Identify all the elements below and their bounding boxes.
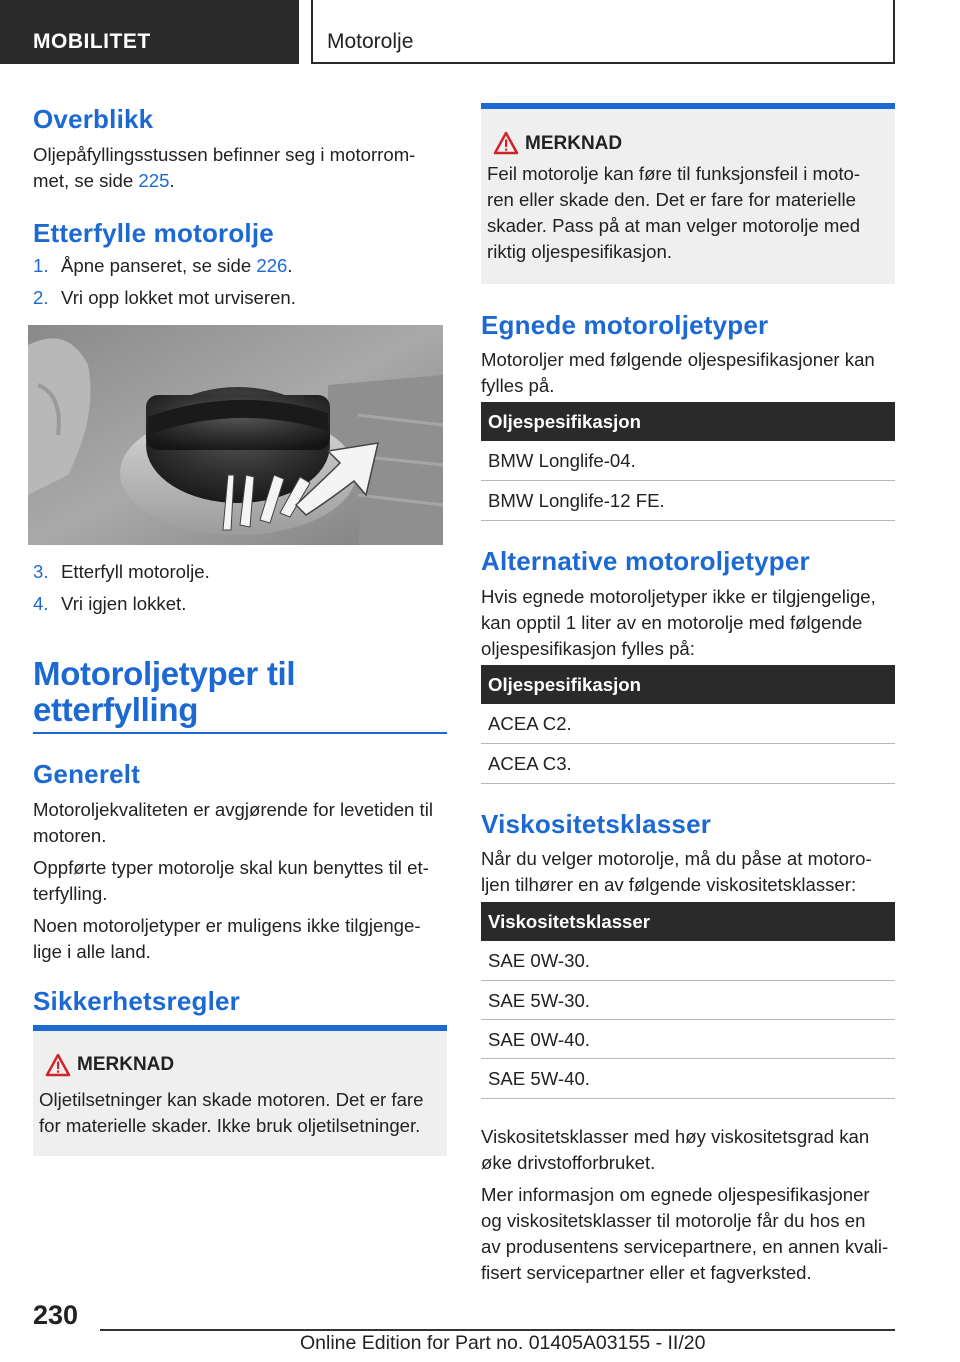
- warning-icon: [45, 1053, 71, 1077]
- chapter-label: Motorolje: [327, 30, 414, 53]
- page-link-225[interactable]: 225: [138, 170, 170, 191]
- step-number: 2.: [33, 287, 49, 308]
- step-number: 3.: [33, 561, 49, 582]
- visko-line-1: Når du velger motorolje, må du påse at motoro-: [481, 848, 872, 869]
- table-row: SAE 5W-30.: [481, 981, 895, 1020]
- table-row: ACEA C2.: [481, 704, 895, 744]
- visko-after-line-5: av produsentens servicepartnere, en annen kvali-: [481, 1236, 889, 1257]
- heading-etterfylle: Etterfylle motorolje: [33, 218, 274, 248]
- egnede-line-1: Motoroljer med følgende oljespesifikasjoner kan: [481, 349, 875, 370]
- egnede-line-2: fylles på.: [481, 375, 555, 396]
- visko-after-line-6: fisert servicepartner eller et fagverksted.: [481, 1262, 812, 1283]
- section-tab: [0, 0, 299, 64]
- heading-alternative: Alternative motoroljetyper: [481, 546, 810, 576]
- notice-title: MERKNAD: [77, 1054, 175, 1075]
- oil-cap-illustration: [28, 325, 443, 545]
- step-punct: .: [287, 255, 293, 276]
- table-row: ACEA C3.: [481, 744, 895, 784]
- table-header-oil-spec: Oljespesifikasjon: [481, 402, 895, 441]
- alternative-line-2: kan opptil 1 liter av en motorolje med følgende: [481, 612, 863, 633]
- table-row: BMW Longlife-12 FE.: [481, 481, 895, 521]
- chapter-rule: [33, 732, 447, 734]
- alternative-line-1: Hvis egnede motoroljetyper ikke er tilgjengelige,: [481, 586, 876, 607]
- generelt-line-5: Noen motoroljetyper er muligens ikke tilgjenge-: [33, 915, 421, 936]
- generelt-line-4: terfylling.: [33, 883, 108, 904]
- visko-line-2: ljen tilhører en av følgende viskositetsklasser:: [481, 874, 857, 895]
- overblikk-line-2: [33, 168, 175, 194]
- table-header-oil-spec: Oljespesifikasjon: [481, 665, 895, 704]
- generelt-line-6: lige i alle land.: [33, 941, 151, 962]
- generelt-line-2: motoren.: [33, 825, 107, 846]
- notice-line-1: Oljetilsetninger kan skade motoren. Det er fare: [39, 1089, 424, 1110]
- notice-line-2: ren eller skade den. Det er fare for materielle: [487, 189, 856, 210]
- visko-after-line-2: øke drivstofforbruket.: [481, 1152, 656, 1173]
- overblikk-line-1: Oljepåfyllingsstussen befinner seg i motorrom-: [33, 144, 416, 165]
- table-row: SAE 0W-30.: [481, 941, 895, 981]
- heading-generelt: Generelt: [33, 759, 141, 789]
- step-number: 4.: [33, 593, 49, 614]
- generelt-line-3: Oppførte typer motorolje skal kun benyttes til et-: [33, 857, 429, 878]
- footer-rule: [100, 1329, 895, 1331]
- visko-after-line-4: og viskositetsklasser til motorolje får du hos en: [481, 1210, 866, 1231]
- step-text: Vri opp lokket mot urviseren.: [61, 287, 296, 308]
- step-3: [33, 559, 210, 585]
- visko-after-line-1: Viskositetsklasser med høy viskositetsgrad kan: [481, 1126, 870, 1147]
- notice-box-additives: [33, 1031, 447, 1156]
- table-header-viscosity: Viskositetsklasser: [481, 902, 895, 941]
- generelt-line-1: Motoroljekvaliteten er avgjørende for levetiden til: [33, 799, 433, 820]
- notice-line-3: skader. Pass på at man velger motorolje med: [487, 215, 861, 236]
- section-label: MOBILITET: [33, 30, 151, 53]
- table-row: SAE 0W-40.: [481, 1020, 895, 1059]
- notice-line-1: Feil motorolje kan føre til funksjonsfeil i moto-: [487, 163, 861, 184]
- notice-line-2: for materielle skader. Ikke bruk oljetilsetninger.: [39, 1115, 421, 1136]
- oil-cap-photo: [28, 325, 443, 545]
- warning-icon: [493, 131, 519, 155]
- heading-motoroljetyper-line-1: Motoroljetyper til: [33, 655, 296, 692]
- table-row: BMW Longlife-04.: [481, 441, 895, 481]
- step-number: 1.: [33, 255, 49, 276]
- table-row: SAE 5W-40.: [481, 1059, 895, 1099]
- notice-line-4: riktig oljespesifikasjon.: [487, 241, 672, 262]
- step-text: Etterfyll motorolje.: [61, 561, 210, 582]
- heading-egnede: Egnede motoroljetyper: [481, 310, 769, 340]
- heading-sikkerhetsregler: Sikkerhetsregler: [33, 986, 240, 1016]
- page-number: 230: [33, 1300, 79, 1330]
- heading-overblikk: Overblikk: [33, 104, 154, 134]
- alternative-line-3: oljespesifikasjon fylles på:: [481, 638, 695, 659]
- chapter-tab: [311, 0, 895, 64]
- visko-after-line-3: Mer informasjon om egnede oljespesifikasjoner: [481, 1184, 870, 1205]
- notice-box-wrong-oil: [481, 109, 895, 284]
- step-text: Vri igjen lokket.: [61, 593, 187, 614]
- notice-title: MERKNAD: [525, 133, 623, 154]
- overblikk-punct: .: [169, 170, 175, 191]
- page-link-226[interactable]: 226: [256, 255, 288, 276]
- heading-viskositetsklasser: Viskositetsklasser: [481, 809, 712, 839]
- footer-edition: Online Edition for Part no. 01405A03155 - II/20: [300, 1332, 706, 1354]
- step-4: [33, 591, 186, 617]
- overblikk-text: met, se side: [33, 170, 139, 191]
- step-2: [33, 285, 296, 311]
- step-1: [33, 253, 293, 279]
- heading-motoroljetyper-line-2: etterfylling: [33, 691, 199, 728]
- step-text: Åpne panseret, se side: [61, 255, 257, 276]
